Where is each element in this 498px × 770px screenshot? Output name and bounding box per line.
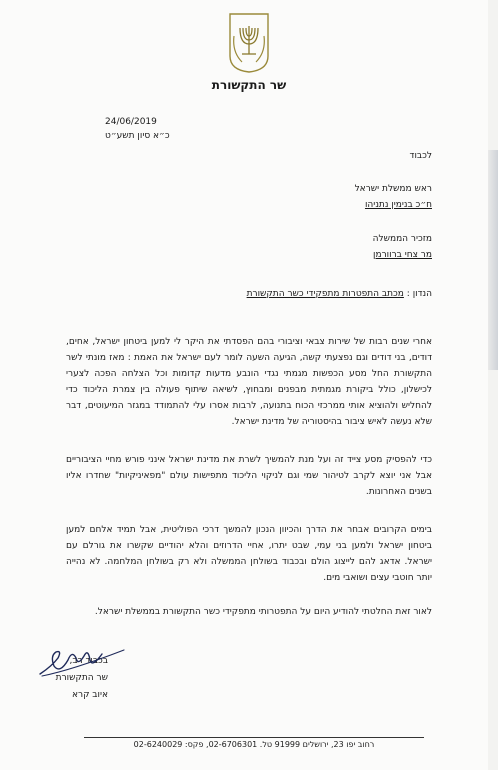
footer-contact: רחוב יפו 23, ירושלים 91999 טל. 02-6706301, פקס: 02-6240029 (133, 740, 375, 749)
closing-name: איוב קרא (71, 690, 108, 700)
signature (32, 636, 128, 680)
recipient2-title: מזכיר הממשלה (372, 234, 432, 244)
subject-text: מכתב התפטרות מתפקידי כשר התקשורת (246, 289, 404, 299)
salutation: לכבוד (409, 151, 432, 161)
body-paragraph: אחרי שנים רבות של שירות צבאי וציבורי בהם הפסדתי את היקר לי למען ביטחון ישראל, אחים, דודים, בני דודים וגם נפצעתי קשה, הגיעה השעה לומר לעם ישראל את האמת : מאז מונתי לשר התקשורת החל מסע הכפשות מגמתי נגדי הונבע מדעות קדומות וכל הצלחה הפכה לצערי לכישלון, כולל ביקורת מגמתית מבפנים ומבחוץ, לשיאה שיתוף פעולה בין צמרת הליכוד כדי להחליש ולהוציא אותי ממרכזי הכוח בתנועה, לרבות אסרו עלי להתמודד במגזר המיעוטים, דבר שלא נעשה לאיש ציבור בהיסטוריה של מדינת ישראל. (66, 337, 432, 427)
recipient1-title: ראש ממשלת ישראל (354, 184, 432, 194)
gregorian-date: 24/06/2019 (105, 117, 157, 127)
body-paragraph: בימים הקרובים אבחר את הדרך והכיוון הנכון להמשך דרכי הפוליטית, אבל תמיד אלחם למען ביטחון ישראל ולמען בני עמי, שבט יתרו, אחיי הדרוזים והלא יהודיים שקשרו את גורלם עם ישראל. אדאג להם לייצוג הולם ובכבוד בשולחן הממשלה ולא רק בשולחן המלחמה. לא נהייה יותר חוטבי עצים ושואבי מים. (66, 525, 432, 583)
ministry-title: שר התקשורת (211, 78, 287, 92)
page-edge (488, 150, 498, 370)
footer-divider (84, 737, 424, 738)
hebrew-date: כ״א סיון תשע״ט (105, 131, 170, 141)
subject-line (247, 289, 432, 299)
subject-label: הנדון : (406, 289, 432, 299)
recipient2-name: מר צחי ברוורמן (373, 250, 432, 260)
body-paragraph: לאור זאת החלטתי להודיע היום על התפטרותי מתפקידי כשר התקשורת בממשלת ישראל. (94, 607, 432, 617)
closing-title: שר התקשורת (55, 673, 108, 683)
menorah-emblem-icon (228, 12, 270, 74)
closing-regards: בכבוד רב, (69, 656, 108, 666)
recipient1-name: ח״כ בנימין נתניהו (364, 200, 432, 210)
body-paragraph: כדי להפסיק מסע צייד זה ועל מנת להמשיך לשרת את מדינת ישראל אינני פורש מחיי הציבוריים אבל אני יוצא לקרב לטיהור שמי וגם לניקוי הליכוד מתפישות עולם "מפאיניקיות" שחדרו אליו בשנים האחרונות. (66, 455, 432, 497)
